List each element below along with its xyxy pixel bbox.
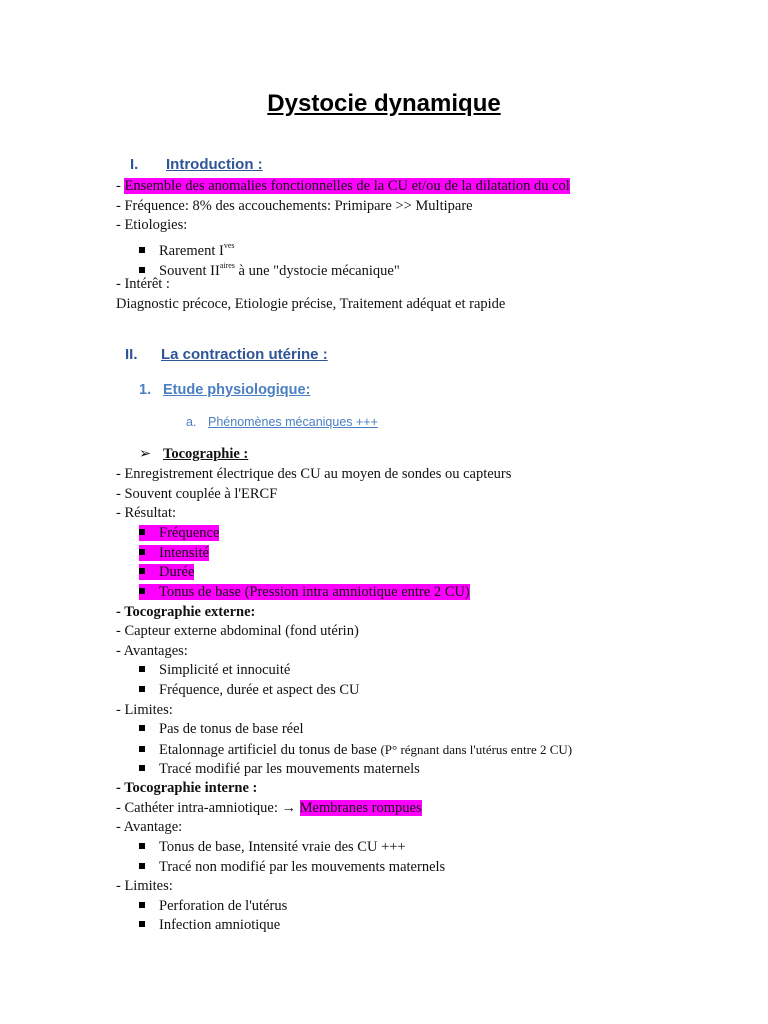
highlighted-item: Tonus de base (Pression intra amniotique entre 2 CU) [139, 584, 470, 600]
list-item: Souvent $II^{aires}$ à une "dystocie mécanique" [139, 256, 400, 281]
square-bullet-icon [139, 746, 145, 752]
definition-line: - Ensemble des anomalies fonctionnelles de la CU et/ou de la dilatation du col [116, 178, 570, 194]
square-bullet-icon [139, 686, 145, 692]
square-bullet-icon [139, 765, 145, 771]
list-item [139, 524, 219, 543]
list-item: Tonus de base, Intensité vraie des CU +++ [139, 838, 406, 857]
square-bullet-icon [139, 247, 145, 253]
section-number: II. [125, 346, 138, 363]
list-item: Tracé non modifié par les mouvements maternels [139, 858, 445, 877]
square-bullet-icon [139, 267, 145, 273]
subsubsection-heading-mecaniques: a. Phénomènes mécaniques +++ [186, 415, 378, 429]
square-bullet-icon [139, 725, 145, 731]
list-item [139, 544, 209, 563]
toco-line: - Souvent couplée à l'ERCF [116, 486, 278, 502]
section-number: I. [130, 156, 139, 173]
toco-line: - Enregistrement électrique des CU au moyen de sondes ou capteurs [116, 466, 512, 482]
section-label: Introduction : [166, 156, 263, 173]
square-bullet-icon [139, 863, 145, 869]
square-bullet-icon [139, 529, 145, 535]
externe-limites: - Limites: [116, 702, 173, 718]
list-item: Rarement $I^{ves}$ [139, 236, 235, 261]
list-item: Pas de tonus de base réel [139, 720, 304, 739]
square-bullet-icon [139, 568, 145, 574]
highlighted-definition: Ensemble des anomalies fonctionnelles de la CU et/ou de la dilatation du col [124, 178, 570, 194]
tocographie-heading: ➢ Tocographie : [139, 446, 249, 462]
square-bullet-icon [139, 902, 145, 908]
interne-catheter: - Cathéter intra-amniotique: → Membranes rompues [116, 800, 422, 816]
list-item [139, 563, 194, 582]
square-bullet-icon [139, 921, 145, 927]
highlighted-item: Intensité [139, 545, 209, 561]
list-item: Etalonnage artificiel du tonus de base (P° régnant dans l'utérus entre 2 CU) [139, 740, 572, 760]
frequence-line: - Fréquence: 8% des accouchements: Primipare >> Multipare [116, 198, 473, 214]
highlighted-item: Fréquence [139, 525, 219, 541]
highlighted-item: Durée [139, 564, 194, 580]
interne-title: - Tocographie interne : [116, 780, 258, 796]
subsection-heading-physiologique: 1. Etude physiologique: [139, 382, 311, 398]
interne-limites: - Limites: [116, 878, 173, 894]
interet-text: Diagnostic précoce, Etiologie précise, Traitement adéquat et rapide [116, 296, 506, 312]
square-bullet-icon [139, 843, 145, 849]
resultat-line: - Résultat: [116, 505, 177, 521]
square-bullet-icon [139, 549, 145, 555]
list-item: Fréquence, durée et aspect des CU [139, 681, 360, 700]
section-heading-introduction [130, 156, 263, 173]
list-item: Simplicité et innocuité [139, 661, 290, 680]
section-heading-contraction [125, 346, 328, 363]
page-title: Dystocie dynamique [267, 90, 501, 117]
list-item: Infection amniotique [139, 916, 280, 935]
externe-title: - Tocographie externe: [116, 604, 256, 620]
externe-capteur: - Capteur externe abdominal (fond utérin) [116, 623, 359, 639]
section-label: La contraction utérine : [161, 346, 328, 363]
list-item: Tracé modifié par les mouvements maternels [139, 760, 420, 779]
highlighted-membranes: Membranes rompues [299, 800, 422, 816]
square-bullet-icon [139, 666, 145, 672]
square-bullet-icon [139, 588, 145, 594]
interet-line: - Intérêt : [116, 276, 170, 292]
interne-avantage: - Avantage: [116, 819, 183, 835]
arrow-bullet-icon: ➢ [139, 446, 152, 462]
etiologies-line: - Etiologies: [116, 217, 188, 233]
list-item: Perforation de l'utérus [139, 897, 287, 916]
externe-avantages: - Avantages: [116, 643, 188, 659]
list-item [139, 583, 470, 602]
